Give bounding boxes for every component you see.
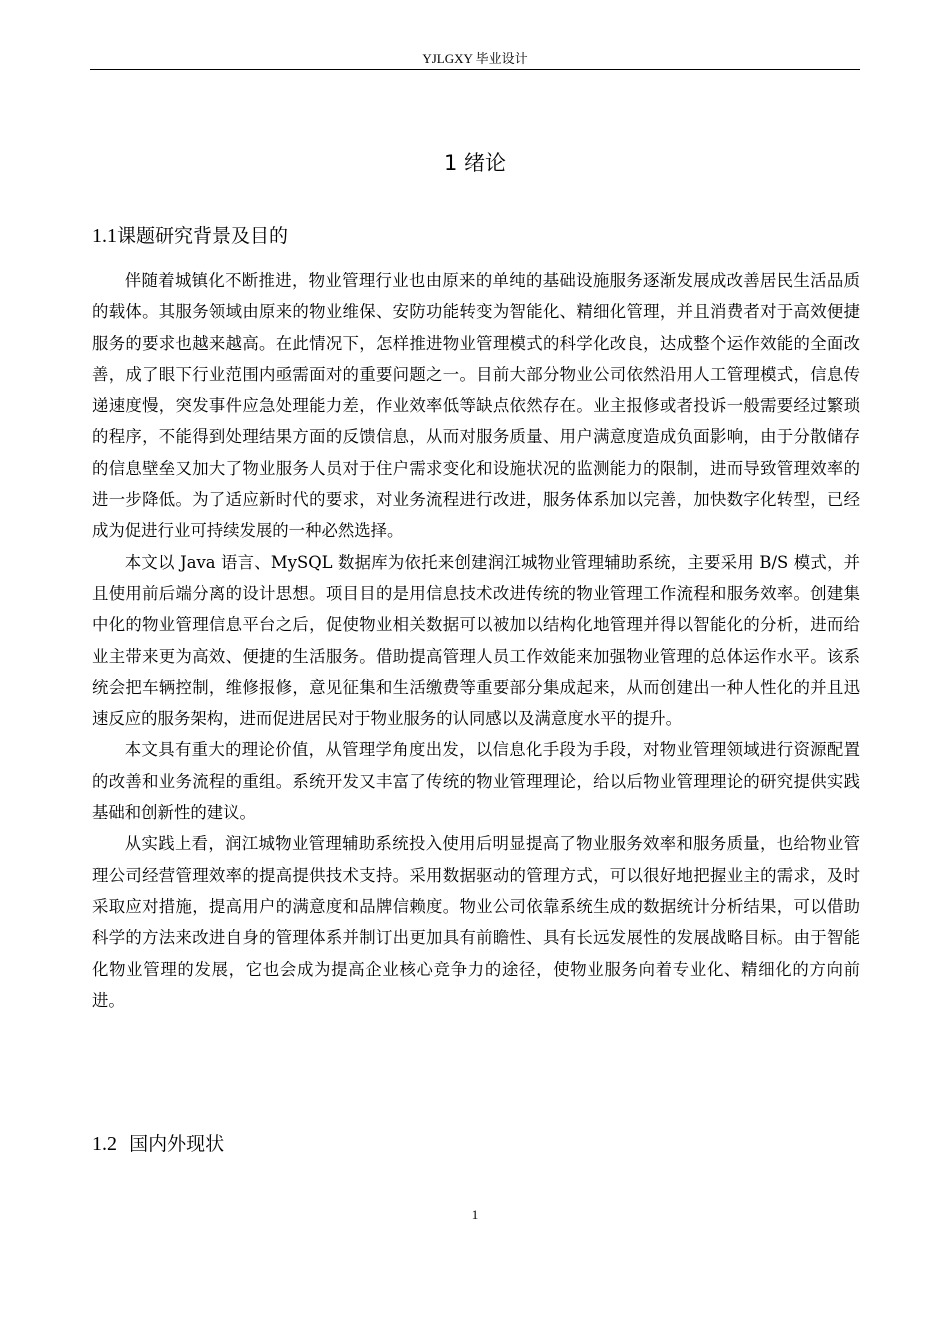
paragraph: 本文以 Java 语言、MySQL 数据库为依托来创建润江城物业管理辅助系统，主要采用 B/S 模式，并且使用前后端分离的设计思想。项目目的是用信息技术改进传统的物业管理工作流程和服务效率。创建集中化的物业管理信息平台之后，促使物业相关数据可以被加以结构化地管理并得以智能化的分析，进而给业主带来更为高效、便捷的生活服务。借助提高管理人员工作效能来加强物业管理的总体运作水平。该系统会把车辆控制，维修报修，意见征集和生活缴费等重要部分集成起来，从而创建出一种人性化的并且迅速反应的服务架构，进而促进居民对于物业服务的认同感以及满意度水平的提升。 — [92, 552, 860, 729]
section-title-text: 国内外现状 — [129, 1133, 225, 1155]
section-number: 1.1 — [92, 225, 117, 247]
chapter-title: 1 绪论 — [443, 151, 507, 175]
page-number: 1 — [471, 1207, 479, 1222]
section-title-text: 课题研究背景及目的 — [117, 225, 289, 247]
page-header: YJLGXY 毕业设计 — [422, 51, 528, 66]
paragraph: 从实践上看，润江城物业管理辅助系统投入使用后明显提高了物业服务效率和服务质量，也给物业管理公司经营管理效率的提高提供技术支持。采用数据驱动的管理方式，可以很好地把握业主的需求，及时采取应对措施，提高用户的满意度和品牌信赖度。物业公司依靠系统生成的数据统计分析结果，可以借助科学的方法来改进自身的管理体系并制订出更加具有前瞻性、具有长远发展性的发展战略目标。由于智能化物业管理的发展，它也会成为提高企业核心竞争力的途径，使物业服务向着专业化、精细化的方向前进。 — [92, 834, 860, 1010]
paragraph: 伴随着城镇化不断推进，物业管理行业也由原来的单纯的基础设施服务逐渐发展成改善居民生活品质的载体。其服务领域由原来的物业维保、安防功能转变为智能化、精细化管理，并且消费者对于高效便捷服务的要求也越来越高。在此情况下，怎样推进物业管理模式的科学化改良，达成整个运作效能的全面改善，成了眼下行业范围内亟需面对的重要问题之一。目前大部分物业公司依然沿用人工管理模式，信息传递速度慢，突发事件应急处理能力差，作业效率低等缺点依然存在。业主报修或者投诉一般需要经过繁琐的程序，不能得到处理结果方面的反馈信息，从而对服务质量、用户满意度造成负面影响，由于分散储存的信息壁垒又加大了物业服务人员对于住户需求变化和设施状况的监测能力的限制，进而导致管理效率的进一步降低。为了适应新时代的要求，对业务流程进行改进，服务体系加以完善，加快数字化转型，已经成为促进行业可持续发展的一种必然选择。 — [92, 271, 860, 541]
section-body — [92, 265, 860, 1016]
paragraph: 本文具有重大的理论价值，从管理学角度出发，以信息化手段为手段，对物业管理领域进行资源配置的改善和业务流程的重组。系统开发又丰富了传统的物业管理理论，给以后物业管理理论的研究提供实践基础和创新性的建议。 — [92, 740, 860, 823]
section-number: 1.2 — [92, 1133, 117, 1155]
section-heading-1-1 — [92, 222, 288, 250]
section-heading-1-2 — [92, 1130, 224, 1158]
header-divider — [90, 69, 860, 70]
